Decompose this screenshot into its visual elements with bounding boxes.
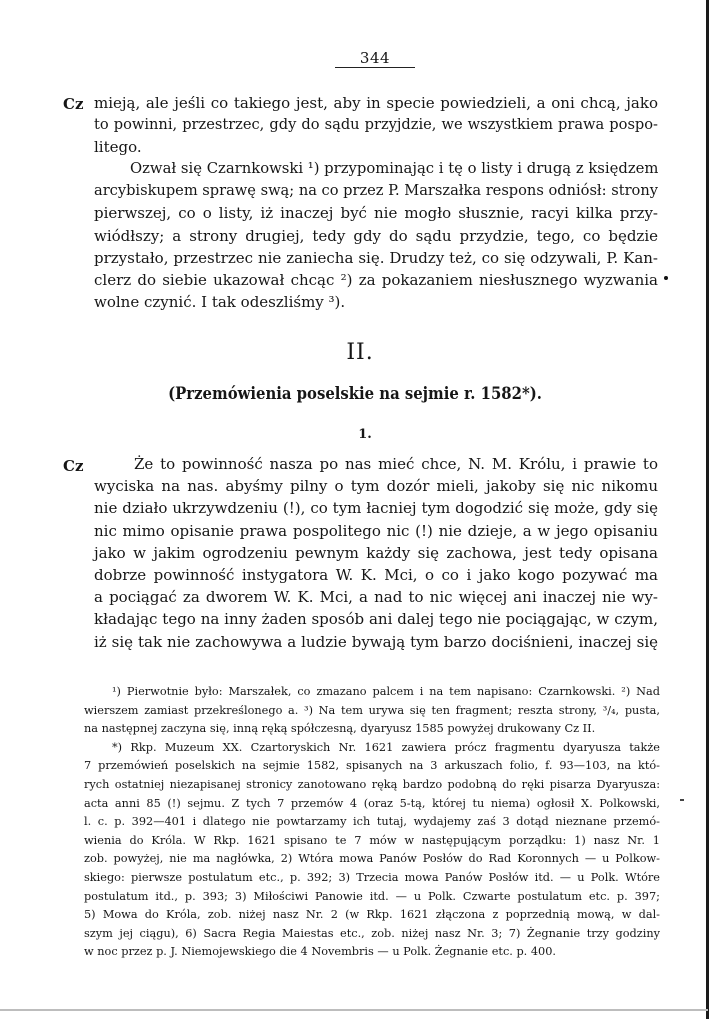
text-line: a pociągać za dworem W. K. Mci, a nad to nic więcej ani inaczej nie wy- [94,588,658,607]
footnote-line: rych ostatniej niezapisanej stronicy zanotowano ręką bardzo podobną do ręki pisarza Dyaryusza: [84,777,660,791]
footnotes [84,683,660,962]
text-line: clerz do siebie ukazował chcąc ²) za pokazaniem niesłusznego wyzwania [94,271,658,290]
page-edge-bottom [0,1009,708,1011]
page-edge-right [706,0,709,1019]
footnote-line: l. c. p. 392—401 i dlatego nie powtarzamy ich tutaj, wydajemy zaś 3 dotąd nieznane przemó- [84,815,660,829]
footnote-line: wienia do Króla. W Rkp. 1621 spisano te 7 mów w następującym porządku: 1) nasz Nr. 1 [84,833,660,847]
section-title: (Przemówienia poselskie na sejmie r. 1582*). [168,384,542,403]
paragraph-top [94,92,658,159]
speaker-marker-top: Cz [63,95,84,113]
paragraph-main [94,453,658,653]
text-line: to powinni, przestrzec, gdy do sądu przyjdzie, we wszystkiem prawa pospo- [94,116,658,134]
footnote-line: wierszem zamiast przekreślonego a. ³) Na tem urywa się ten fragment; reszta strony, ³/₄, pusta, [84,703,660,717]
text-line: wolne czynić. I tak odeszliśmy ³). [94,293,346,312]
text-line: litego. [94,138,142,157]
footnote-line: ¹) Pierwotnie było: Marszałek, co zmazano palcem i na tem napisano: Czarnkowski. ²) Nad [112,685,660,698]
text-line: arcybiskupem sprawę swą; na co przez P. Marszałka respons odniósł: strony [94,182,658,200]
footnote-line: na następnej zaczyna się, inną ręką spółczesną, dyaryusz 1585 powyżej drukowany Cz II. [84,722,596,736]
text-line: Że to powinność nasza po nas mieć chce, N. M. Królu, i prawie to [134,455,658,473]
text-line: nie działo ukrzywdzeniu (!), co tym łacniej tym dogodzić się może, gdy się [94,499,658,518]
text-line: jako w jakim ogrodzeniu pewnym każdy się zachowa, jest tedy opisana [94,543,658,562]
text-line: pierwszej, co o listy, iż inaczej być nie mogło słusznie, racyi kilka przy- [94,204,658,223]
speaker-marker-second: Cz [63,457,84,475]
footnote-line: 7 przemówień poselskich na sejmie 1582, spisanych na 3 arkuszach folio, f. 93—103, na któ- [84,759,660,773]
text-line: iż się tak nie zachowywa a ludzie bywają tym barzo dociśnieni, inaczej się [94,632,658,651]
text-line: dobrze powinność instygatora W. K. Mci, o co i jako kogo pozywać ma [94,566,658,585]
text-line: nic mimo opisanie prawa pospolitego nic (!) nie dzieje, a w jego opisaniu [94,521,658,540]
footnote-line: postulatum itd., p. 393; 3) Miłościwi Panowie itd. — u Polk. Czwarte postulatum etc. p. 397; [84,889,660,903]
paragraph-ozwal [94,158,658,313]
footnote-line: *) Rkp. Muzeum XX. Czartoryskich Nr. 1621 zawiera prócz fragmentu dyaryusza także [112,740,660,754]
chapter-numeral: II. [346,340,374,365]
text-line: przystało, przestrzec nie zaniecha się. Drudzy też, co się odzywali, P. Kan- [94,248,658,267]
text-line: wyciska na nas. abyśmy pilny o tym dozór mieli, jakoby się nic nikomu [94,477,658,496]
text-line: Ozwał się Czarnkowski ¹) przypominając i tę o listy i drugą z księdzem [130,160,659,177]
footnote-line: szym jej ciągu), 6) Sacra Regia Maiestas etc., zob. niżej nasz Nr. 3; 7) Żegnanie trzy godziny [84,926,660,940]
footnote-line: skiego: pierwsze postulatum etc., p. 392; 3) Trzecia mowa Panów Posłów itd. — u Polk. Wtóre [84,870,660,884]
page-number: 344 [335,50,415,68]
footnote-line: 5) Mowa do Króla, zob. niżej nasz Nr. 2 (w Rkp. 1621 złączona z poprzednią mową, w dal- [84,908,660,922]
margin-dash-mark [680,799,684,801]
text-line: mieją, ale jeśli co takiego jest, aby in specie powiedzieli, a oni chcą, jako [94,94,658,112]
footnote-line: zob. powyżej, nie ma nagłówka, 2) Wtóra mowa Panów Posłów do Rad Koronnych — u Polkow- [84,852,660,866]
text-line: kładając tego na inny żaden sposób ani dalej tego nie pociągając, w czym, [94,610,658,629]
text-line: wiódłszy; a strony drugiej, tedy gdy do sądu przydzie, tego, co będzie [94,226,658,245]
subsection-number: 1. [358,427,372,442]
footnote-line: acta anni 85 (!) sejmu. Z tych 7 przemów 4 (oraz 5-tą, której tu niema) ogłosił X. Polkowski, [84,796,660,810]
margin-dot-mark [664,276,668,280]
footnote-line: w noc przez p. J. Niemojewskiego die 4 Novembris — u Polk. Żegnanie etc. p. 400. [84,945,557,959]
